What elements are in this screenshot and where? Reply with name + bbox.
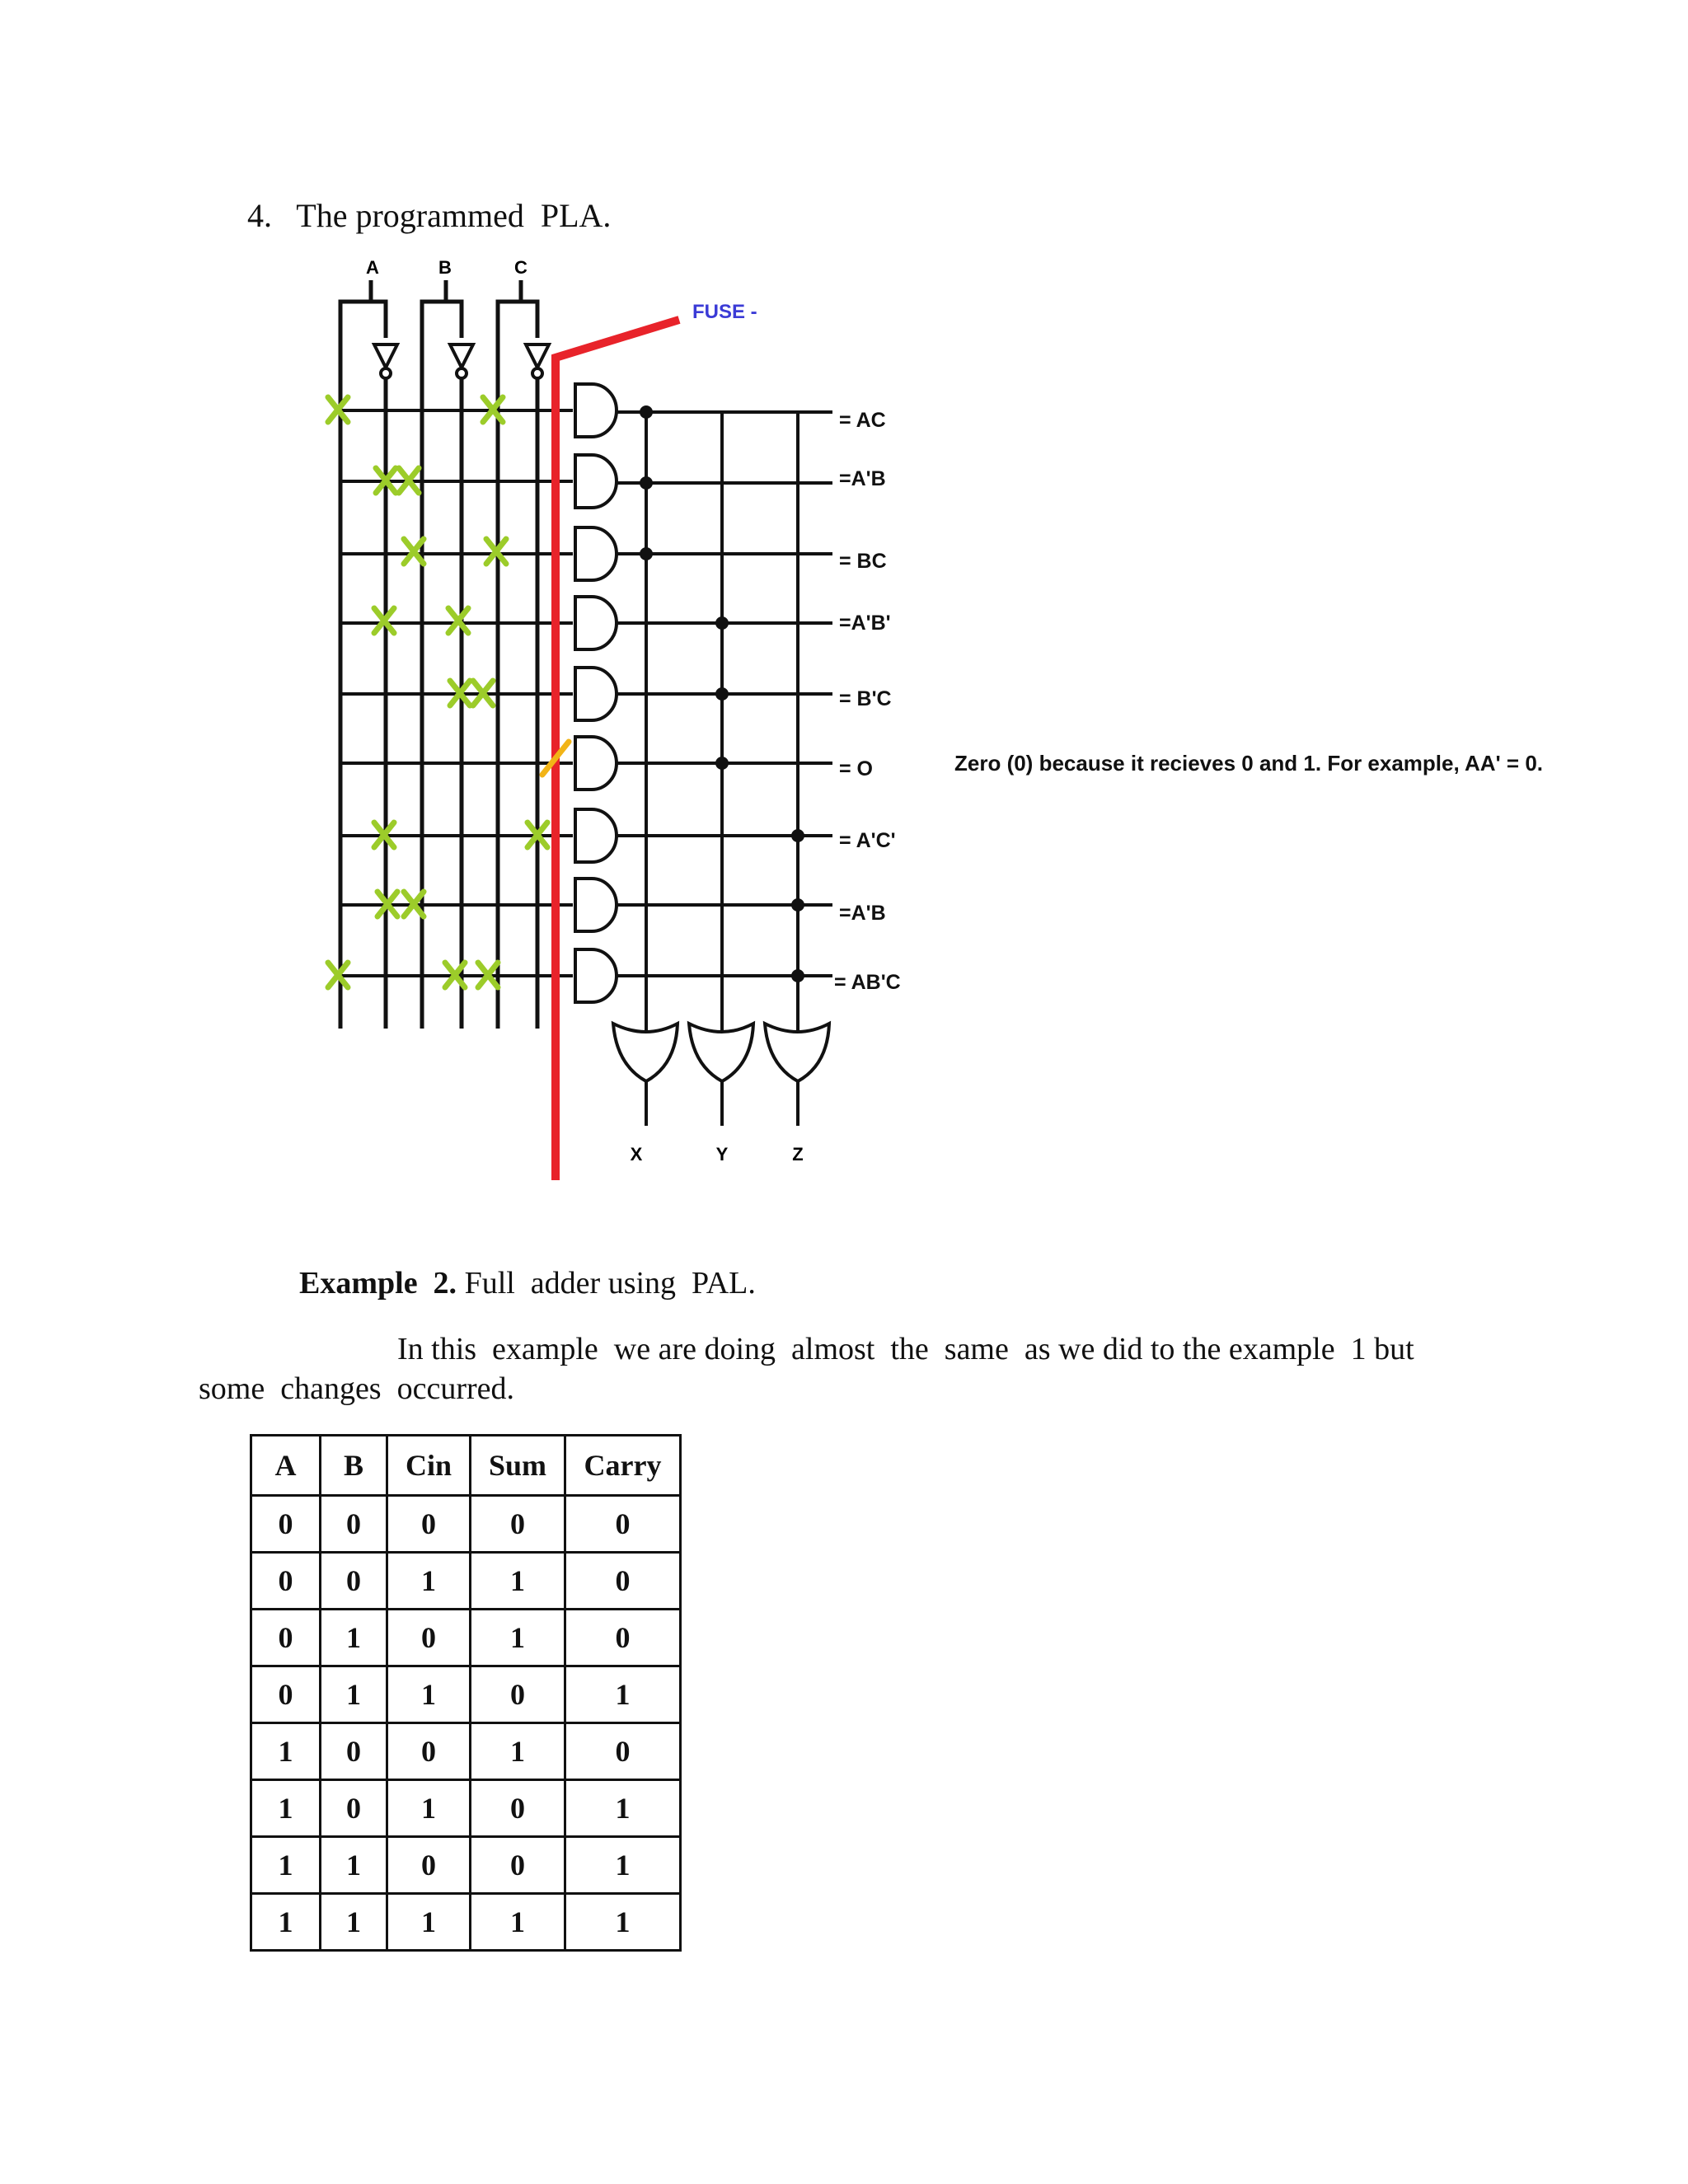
column-header-cin: Cin (387, 1436, 471, 1496)
term-label-2: =A'B (839, 467, 886, 490)
table-cell: 1 (251, 1723, 321, 1780)
table-cell: 0 (565, 1723, 681, 1780)
table-cell: 1 (321, 1610, 387, 1666)
term-label-8: =A'B (839, 902, 886, 925)
fuse-label: FUSE - (692, 301, 757, 323)
table-cell: 0 (321, 1553, 387, 1610)
input-label-a: A (366, 257, 379, 278)
table-row (251, 1496, 681, 1553)
table-row (251, 1837, 681, 1894)
table-cell: 0 (471, 1496, 565, 1553)
paragraph-line-2: some changes occurred. (199, 1371, 515, 1406)
table-cell: 1 (321, 1666, 387, 1723)
table-cell: 0 (471, 1666, 565, 1723)
table-row (251, 1894, 681, 1951)
column-header-sum: Sum (471, 1436, 565, 1496)
table-row (251, 1666, 681, 1723)
table-cell: 0 (251, 1553, 321, 1610)
paragraph-line-1: In this example we are doing almost the same as we did to the example 1 but (397, 1332, 1414, 1366)
table-cell: 0 (565, 1553, 681, 1610)
table-cell: 1 (321, 1837, 387, 1894)
table-cell: 1 (251, 1894, 321, 1951)
table-cell: 1 (565, 1666, 681, 1723)
term-label-9: = AB'C (834, 971, 901, 994)
column-header-carry: Carry (565, 1436, 681, 1496)
truth-table (250, 1434, 682, 1952)
input-label-b: B (438, 257, 452, 278)
input-label-c: C (514, 257, 528, 278)
output-label-z: Z (792, 1144, 804, 1165)
term-label-7: = A'C' (839, 829, 896, 852)
term-lines (617, 412, 832, 1038)
table-cell: 0 (251, 1610, 321, 1666)
table-cell: 1 (387, 1553, 471, 1610)
example-number: Example 2. (299, 1266, 457, 1301)
output-label-x: X (630, 1144, 643, 1165)
table-cell: 1 (471, 1894, 565, 1951)
table-cell: 0 (251, 1666, 321, 1723)
table-row (251, 1780, 681, 1837)
table-cell: 0 (565, 1610, 681, 1666)
table-cell: 0 (471, 1837, 565, 1894)
table-cell: 1 (471, 1610, 565, 1666)
table-row (251, 1553, 681, 1610)
or-gates (613, 1024, 829, 1126)
table-header-row (251, 1436, 681, 1496)
term-label-4: =A'B' (839, 612, 891, 635)
column-header-a: A (251, 1436, 321, 1496)
table-cell: 0 (387, 1837, 471, 1894)
table-cell: 1 (387, 1894, 471, 1951)
and-gates (575, 384, 617, 1002)
table-cell: 0 (321, 1723, 387, 1780)
table-cell: 1 (251, 1837, 321, 1894)
table-cell: 1 (387, 1780, 471, 1837)
section-heading: 4. The programmed PLA. (247, 197, 612, 234)
table-cell: 1 (565, 1780, 681, 1837)
table-row (251, 1723, 681, 1780)
table-cell: 0 (321, 1496, 387, 1553)
table-cell: 1 (387, 1666, 471, 1723)
example-title (299, 1265, 756, 1301)
table-cell: 1 (565, 1837, 681, 1894)
table-cell: 0 (251, 1496, 321, 1553)
term-label-5: = B'C (839, 687, 892, 710)
table-cell: 1 (471, 1553, 565, 1610)
column-header-b: B (321, 1436, 387, 1496)
table-cell: 0 (321, 1780, 387, 1837)
term-label-1: = AC (839, 409, 886, 432)
table-cell: 0 (387, 1610, 471, 1666)
table-cell: 1 (321, 1894, 387, 1951)
zero-note: Zero (0) because it recieves 0 and 1. For example, AA' = 0. (954, 751, 1544, 776)
table-cell: 0 (565, 1496, 681, 1553)
table-row (251, 1610, 681, 1666)
term-label-6: = O (839, 757, 873, 780)
table-cell: 0 (387, 1723, 471, 1780)
input-wiring (340, 280, 537, 1029)
table-cell: 1 (565, 1894, 681, 1951)
table-cell: 0 (387, 1496, 471, 1553)
inverters (374, 344, 549, 378)
term-label-3: = BC (839, 550, 887, 573)
example-description: Full adder using PAL. (457, 1266, 756, 1301)
table-cell: 1 (471, 1723, 565, 1780)
table-cell: 0 (471, 1780, 565, 1837)
table-cell: 1 (251, 1780, 321, 1837)
output-label-y: Y (715, 1144, 729, 1165)
